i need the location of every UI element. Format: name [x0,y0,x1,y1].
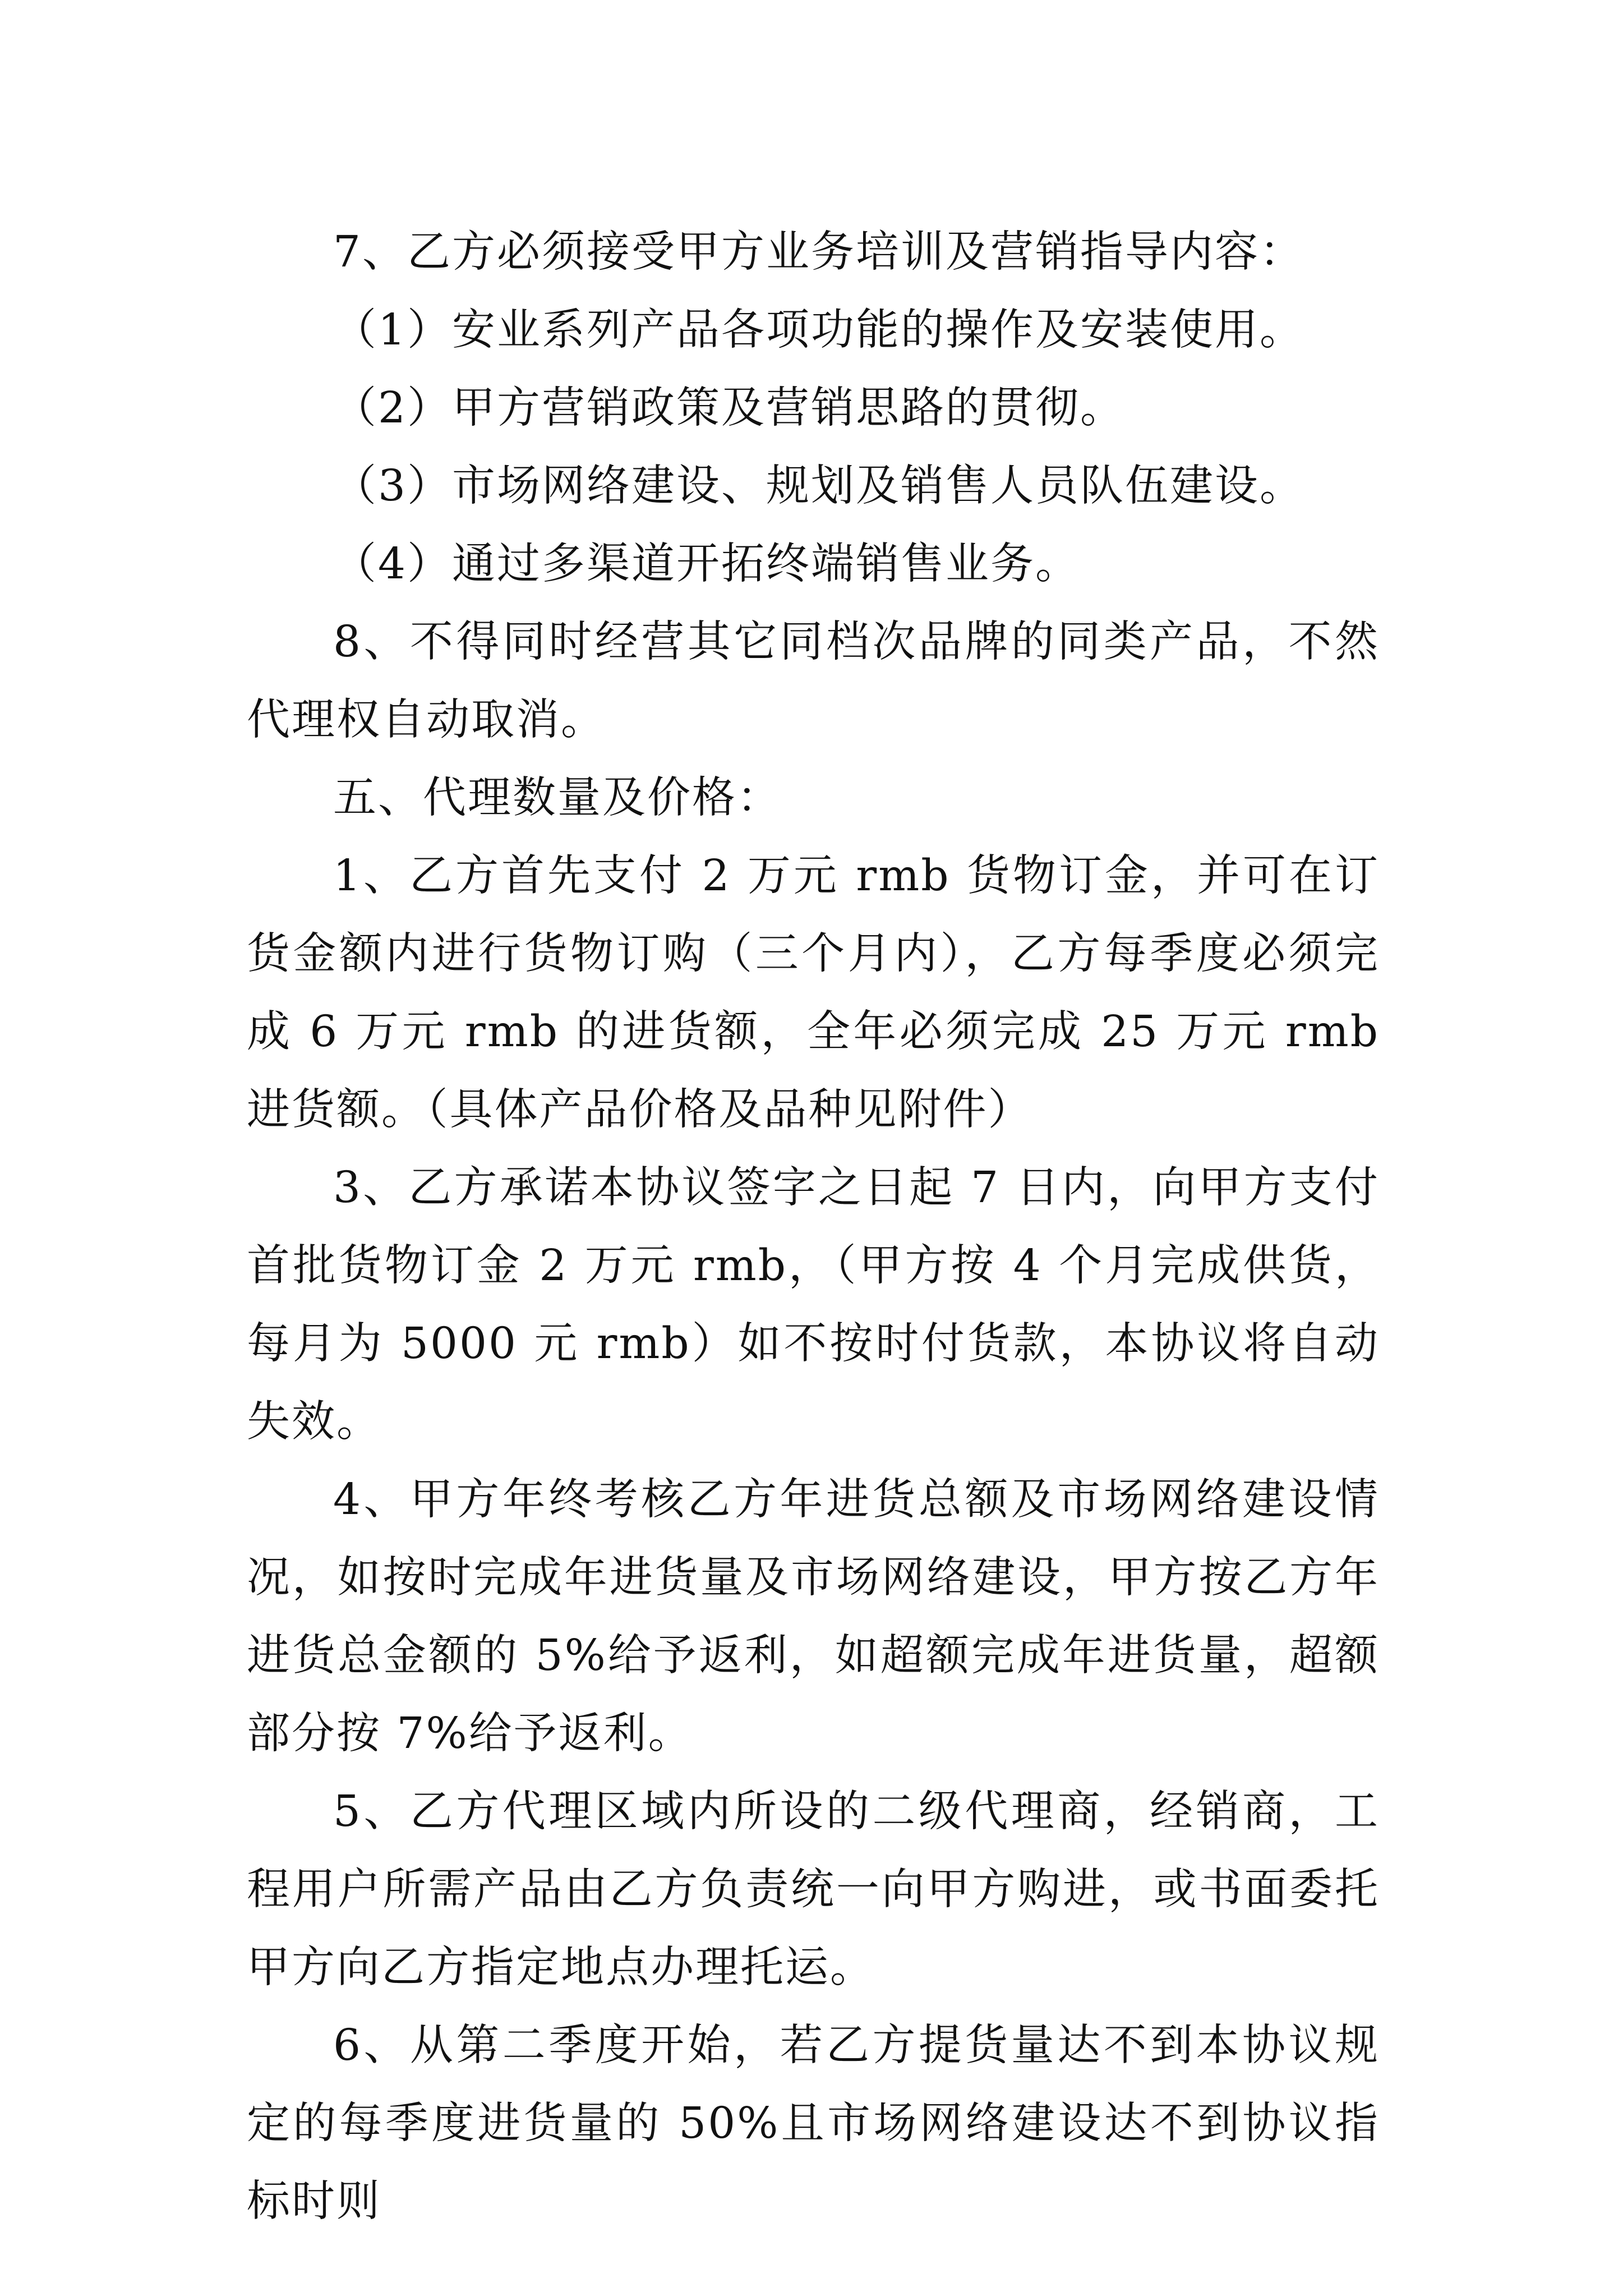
section-5-clause-5: 5、乙方代理区域内所设的二级代理商，经销商，工程用户所需产品由乙方负责统一向甲方购进，或书面委托甲方向乙方指定地点办理托运。 [247,1787,1380,1993]
clause-7-item-3: （3）市场网络建设、规划及销售人员队伍建设。 [333,461,1304,511]
clause-7-item-4: （4）通过多渠道开拓终端销售业务。 [333,539,1080,589]
section-5-clause-6: 6、从第二季度开始，若乙方提货量达不到本协议规定的每季度进货量的 50%且市场网络建设达不到协议指标时则 [247,2021,1380,2226]
document-body [247,213,1380,2240]
section-5-clause-4: 4、甲方年终考核乙方年进货总额及市场网络建设情况，如按时完成年进货量及市场网络建设，甲方按乙方年进货总金额的 5%给予返利，如超额完成年进货量，超额部分按 7%给予返利。 [247,1475,1380,1759]
section-5-clause-3: 3、乙方承诺本协议签字之日起 7 日内，向甲方支付首批货物订金 2 万元 rmb，（甲方按 4 个月完成供货，每月为 5000 元 rmb）如不按时付货款，本协议将自动失效。 [247,1163,1380,1447]
clause-7-item-1: （1）安业系列产品各项功能的操作及安装使用。 [333,305,1304,355]
clause-8: 8、不得同时经营其它同档次品牌的同类产品，不然代理权自动取消。 [247,617,1380,745]
section-5-clause-1: 1、乙方首先支付 2 万元 rmb 货物订金，并可在订货金额内进行货物订购（三个月内），乙方每季度必须完成 6 万元 rmb 的进货额，全年必须完成 25 万元 rmb 进货额。（具体产品价格及品种见附件） [247,851,1380,1135]
section-5-heading: 五、代理数量及价格： [333,773,782,823]
clause-7-item-2: （2）甲方营销政策及营销思路的贯彻。 [333,383,1125,433]
clause-7: 7、乙方必须接受甲方业务培训及营销指导内容： [333,227,1304,277]
